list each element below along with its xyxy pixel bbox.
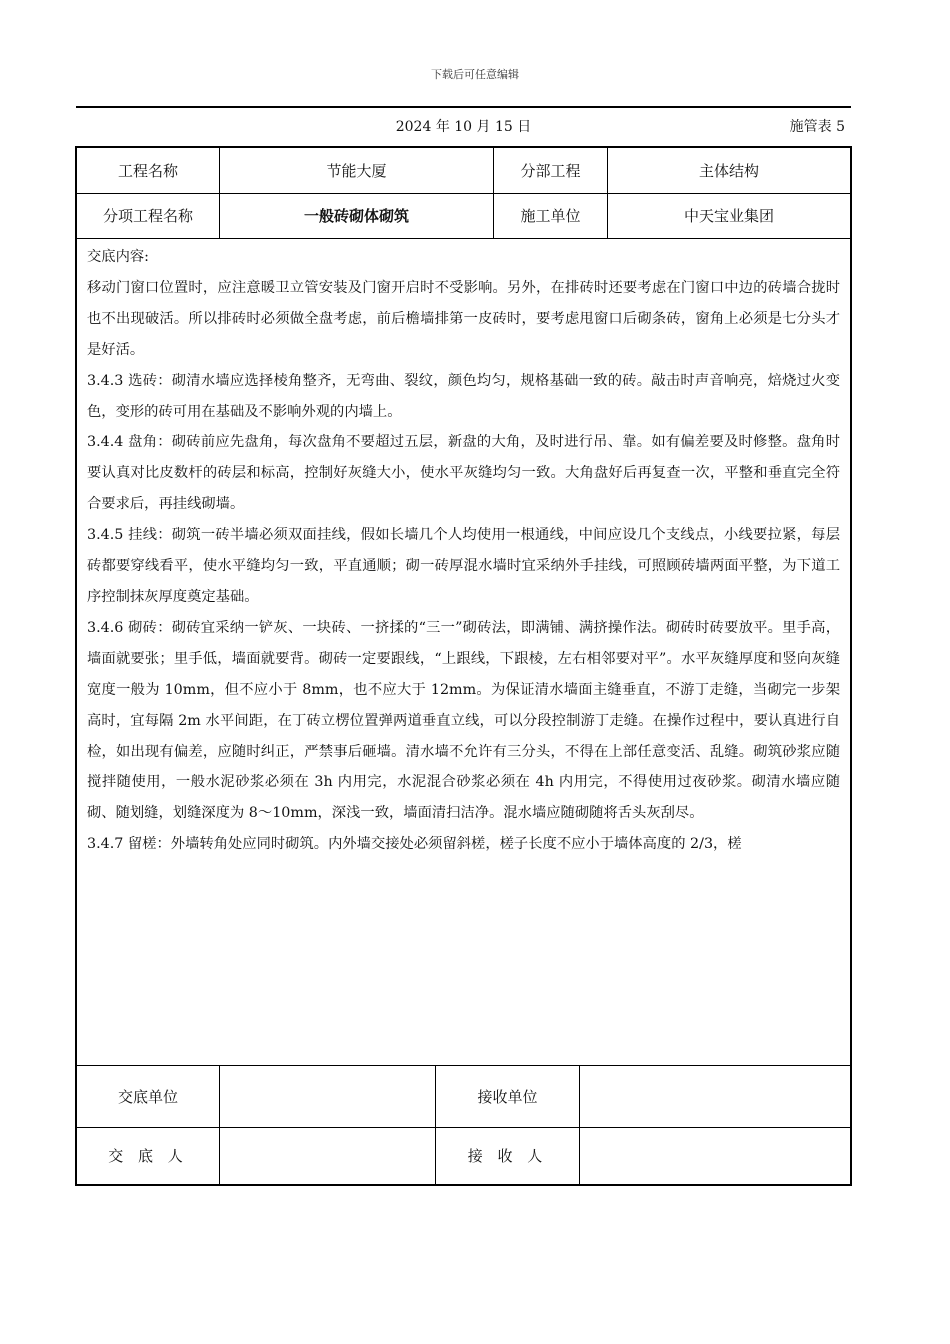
division-value: 主体结构	[698, 162, 759, 180]
receiver-person-field[interactable]	[580, 1127, 850, 1184]
issuer-unit-field[interactable]	[220, 1066, 436, 1127]
content-paragraph: 3.4.3 选砖：砌清水墙应选择棱角整齐，无弯曲、裂纹，颜色均匀，规格基础一致的砖。敲击时声音响亮，焙烧过火变色，变形的砖可用在基础及不影响外观的内墙上。	[87, 372, 840, 420]
content-paragraph: 3.4.7 留槎：外墙转角处应同时砌筑。内外墙交接处必须留斜槎，槎子长度不应小于墙体高度的 2/3，槎	[87, 836, 742, 853]
issuer-person-field[interactable]	[220, 1127, 436, 1184]
contractor-value: 中天宝业集团	[683, 207, 774, 225]
receiver-unit-field[interactable]	[580, 1066, 850, 1127]
content-paragraph: 3.4.4 盘角：砌砖前应先盘角，每次盘角不要超过五层，新盘的大角，及时进行吊、靠。如有偏差要及时修整。盘角时要认真对比皮数杆的砖层和标高，控制好灰缝大小，使水平灰缝均匀一致。大角盘好后再复查一次，平整和垂直完全符合要求后，再挂线砌墙。	[87, 434, 840, 513]
subitem-label: 分项工程名称	[77, 193, 220, 238]
content-heading: 交底内容:	[87, 249, 150, 265]
division-label: 分部工程	[494, 148, 608, 193]
signoff-row-1	[77, 1066, 850, 1128]
disclosure-table	[75, 146, 852, 1186]
signoff-row-2	[77, 1127, 850, 1184]
date-line	[76, 116, 851, 136]
issuer-person-label: 交 底 人	[77, 1127, 220, 1184]
content-paragraph: 3.4.5 挂线：砌筑一砖半墙必须双面挂线，假如长墙几个人均使用一根通线，中间应设几个支线点，小线要拉紧，每层砖都要穿线看平，使水平缝均匀一致，平直通顺；砌一砖厚混水墙时宜采纳外手挂线，可照顾砖墙两面平整，为下道工序控制抹灰厚度奠定基础。	[87, 527, 840, 605]
subitem-value: 一般砖砌体砌筑	[220, 193, 494, 238]
watermark: 下载后可任意编辑	[431, 68, 519, 81]
contractor-label: 施工单位	[494, 193, 608, 238]
content-paragraph: 3.4.6 砌砖：砌砖宜采纳一铲灰、一块砖、一挤揉的“三一”砌砖法，即满铺、满挤操作法。砌砖时砖要放平。里手高，墙面就要张；里手低，墙面就要背。砌砖一定要跟线，“上跟线，下跟棱，左右相邻要对平”。水平灰缝厚度和竖向灰缝宽度一般为 10mm，但不应小于 8mm，也不应大于 12mm。为保证清水墙面主缝垂直，不游丁走缝，当砌完一步架高时，宜每隔 2m 水平间距，在丁砖立楞位置弹两道垂直立线，可以分段控制游丁走缝。在操作过程中，要认真进行自检，如出现有偏差，应随时纠正，严禁事后砸墙。清水墙不允许有三分头，不得在上部任意变活、乱缝。砌筑砂浆应随搅拌随使用，一般水泥砂浆必须在 3h 内用完，水泥混合砂浆必须在 4h 内用完，不得使用过夜砂浆。砌清水墙应随砌、随划缝，划缝深度为 8～10mm，深浅一致，墙面清扫洁净。混水墙应随砌随将舌头灰刮尽。	[87, 619, 840, 822]
project-name-value: 节能大厦	[220, 148, 494, 193]
project-name-label: 工程名称	[77, 148, 220, 193]
issuer-unit-label: 交底单位	[77, 1066, 220, 1127]
content-paragraph: 移动门窗口位置时，应注意暖卫立管安装及门窗开启时不受影响。另外，在排砖时还要考虑在门窗口中边的砖墙合拢时也不出现破活。所以排砖时必须做全盘考虑，前后檐墙排第一皮砖时，要考虑甩窗口后砌条砖，窗角上必须是七分头才是好活。	[87, 279, 840, 358]
top-rule	[76, 106, 851, 108]
document-date: 2024 年 10 月 15 日	[395, 119, 532, 135]
receiver-person-label: 接 收 人	[436, 1127, 580, 1184]
form-number: 施管表 5	[789, 119, 845, 135]
info-row-2	[77, 193, 850, 239]
disclosure-content	[77, 238, 850, 1066]
info-row-1	[77, 148, 850, 194]
receiver-unit-label: 接收单位	[436, 1066, 580, 1127]
